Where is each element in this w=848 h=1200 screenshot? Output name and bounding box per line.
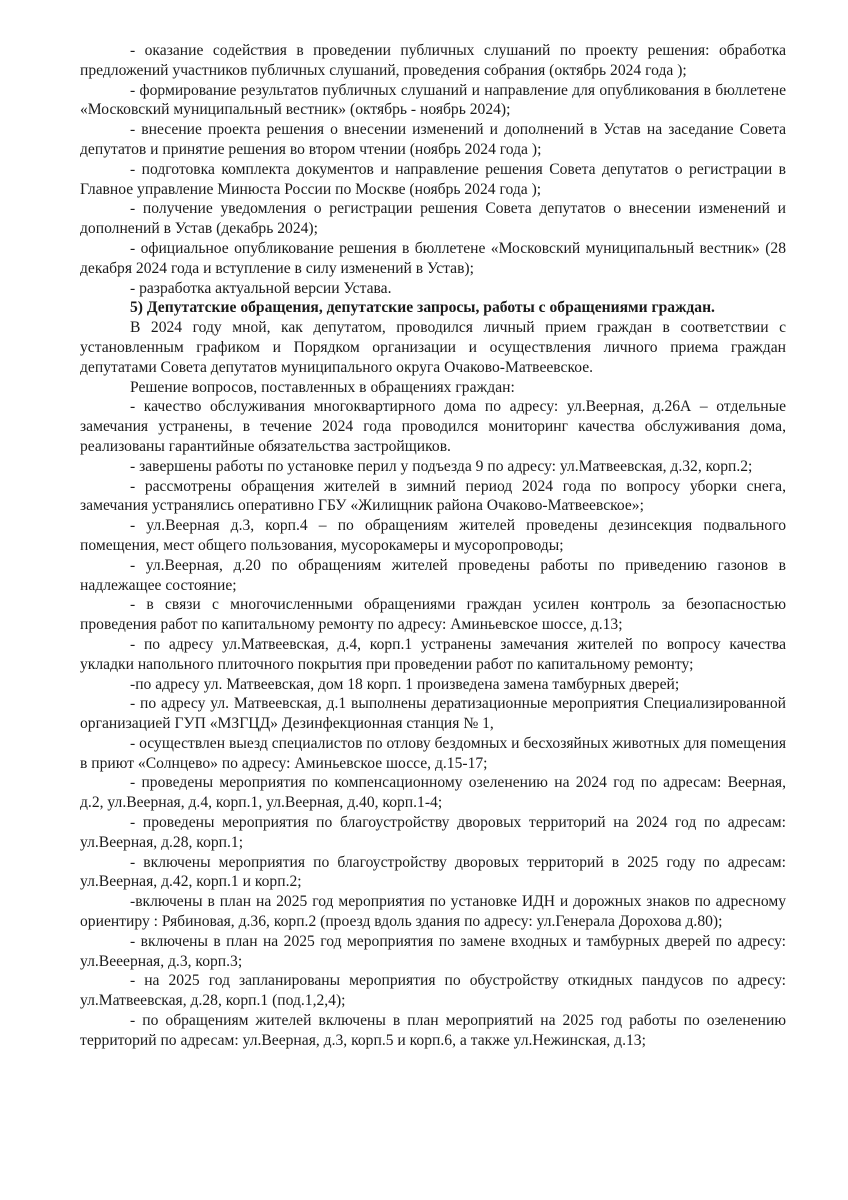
list-item: - в связи с многочисленными обращениями граждан усилен контроль за безопасностью проведения работ по капитальному ремонту по адресу: Аминьевское шоссе, д.13; [80, 596, 786, 634]
paragraph-official-publication: - официальное опубликование решения в бюллетене «Московский муниципальный вестник» (28 декабря 2024 года и вступление в силу изменений в Устав); [80, 239, 786, 277]
list-item: - по адресу ул. Матвеевская, д.1 выполнены дератизационные мероприятия Специализированной организацией ГУП «МЗГЦД» Дезинфекционная станция № 1, [80, 695, 786, 733]
paragraph-hearing-results: - формирование результатов публичных слушаний и направление для опубликования в бюллетене «Московский муниципальный вестник» (октябрь - ноябрь 2024); [80, 81, 786, 119]
list-item: - ул.Веерная д.3, корп.4 – по обращениям жителей проведены дезинсекция подвального помещения, мест общего пользования, мусорокамеры и мусоропроводы; [80, 517, 786, 554]
paragraph-personal-reception: В 2024 году мной, как депутатом, проводился личный прием граждан в соответствии с установленным графиком и Порядком организации и осуществления личного приема граждан депутатами Совета депутатов муниципального округа Очаково-Матвеевское. [80, 319, 786, 376]
paragraph-charter-version: - разработка актуальной версии Устава. [130, 279, 392, 297]
list-item: - включены в план на 2025 год мероприятия по замене входных и тамбурных дверей по адресу: ул.Вееерная, д.3, корп.3; [80, 932, 786, 970]
list-item: - рассмотрены обращения жителей в зимний период 2024 года по вопросу уборки снега, замечания устранялись оперативно ГБУ «Жилищник района Очаково-Матвеевское»; [80, 477, 786, 515]
list-item: - по адресу ул.Матвеевская, д.4, корп.1 устранены замечания жителей по вопросу качества укладки напольного плиточного покрытия при проведении работ по капитальному ремонту; [80, 635, 786, 673]
list-item: - включены мероприятия по благоустройству дворовых территорий в 2025 году по адресам: ул.Веерная, д.42, корп.1 и корп.2; [80, 853, 786, 891]
list-item: - качество обслуживания многоквартирного дома по адресу: ул.Веерная, д.26А – отдельные замечания устранены, в течение 2024 года проводился мониторинг качества обслуживания дома, реализованы гарантийные обязательства застройщиков. [80, 398, 786, 455]
list-item: - проведены мероприятия по компенсационному озеленению на 2024 год по адресам: Веерная, д.2, ул.Веерная, д.4, корп.1, ул.Веерная, д.40, корп.1-4; [80, 774, 786, 812]
list-item: - по обращениям жителей включены в план мероприятий на 2025 год работы по озеленению территорий по адресам: ул.Веерная, д.3, корп.5 и корп.6, а также ул.Нежинская, д.13; [80, 1012, 786, 1049]
document-page [80, 41, 786, 1051]
list-item: -включены в план на 2025 год мероприятия по установке ИДН и дорожных знаков по адресному ориентиру : Рябиновая, д.36, корп.2 (проезд вдоль здания по адресу: ул.Генерала Дорохова д.80); [80, 893, 786, 931]
paragraph-charter-amendment-draft: - внесение проекта решения о внесении изменений и дополнений в Устав на заседание Совета депутатов и принятие решения во втором чтении (ноябрь 2024 года ); [80, 121, 786, 158]
paragraph-issues-intro: Решение вопросов, поставленных в обращениях граждан: [130, 378, 515, 396]
list-item: - проведены мероприятия по благоустройству дворовых территорий на 2024 год по адресам: ул.Веерная, д.28, корп.1; [80, 814, 786, 851]
paragraph-public-hearing-assistance: - оказание содействия в проведении публичных слушаний по проекту решения: обработка предложений участников публичных слушаний, проведения собрания (октябрь 2024 года ); [80, 42, 786, 79]
list-item: - на 2025 год запланированы мероприятия по обустройству откидных пандусов по адресу: ул.Матвеевская, д.28, корп.1 (под.1,2,4); [80, 972, 786, 1010]
paragraph-registration-notice: - получение уведомления о регистрации решения Совета депутатов о внесении изменений и дополнений в Устав (декабрь 2024); [80, 200, 786, 238]
paragraph-document-package: - подготовка комплекта документов и направление решения Совета депутатов о регистрации в Главное управление Минюста России по Москве (ноябрь 2024 года ); [80, 160, 786, 198]
section-heading: 5) Депутатские обращения, депутатские запросы, работы с обращениями граждан. [130, 299, 715, 317]
list-item: - завершены работы по установке перил у подъезда 9 по адресу: ул.Матвеевская, д.32, корп.2; [130, 457, 753, 475]
list-item: - осуществлен выезд специалистов по отлову бездомных и бесхозяйных животных для помещения в приют «Солнцево» по адресу: Аминьевское шоссе, д.15-17; [80, 734, 786, 772]
list-item: -по адресу ул. Матвеевская, дом 18 корп. 1 произведена замена тамбурных дверей; [130, 675, 680, 693]
list-item: - ул.Веерная, д.20 по обращениям жителей проведены работы по приведению газонов в надлежащее состояние; [80, 556, 786, 594]
